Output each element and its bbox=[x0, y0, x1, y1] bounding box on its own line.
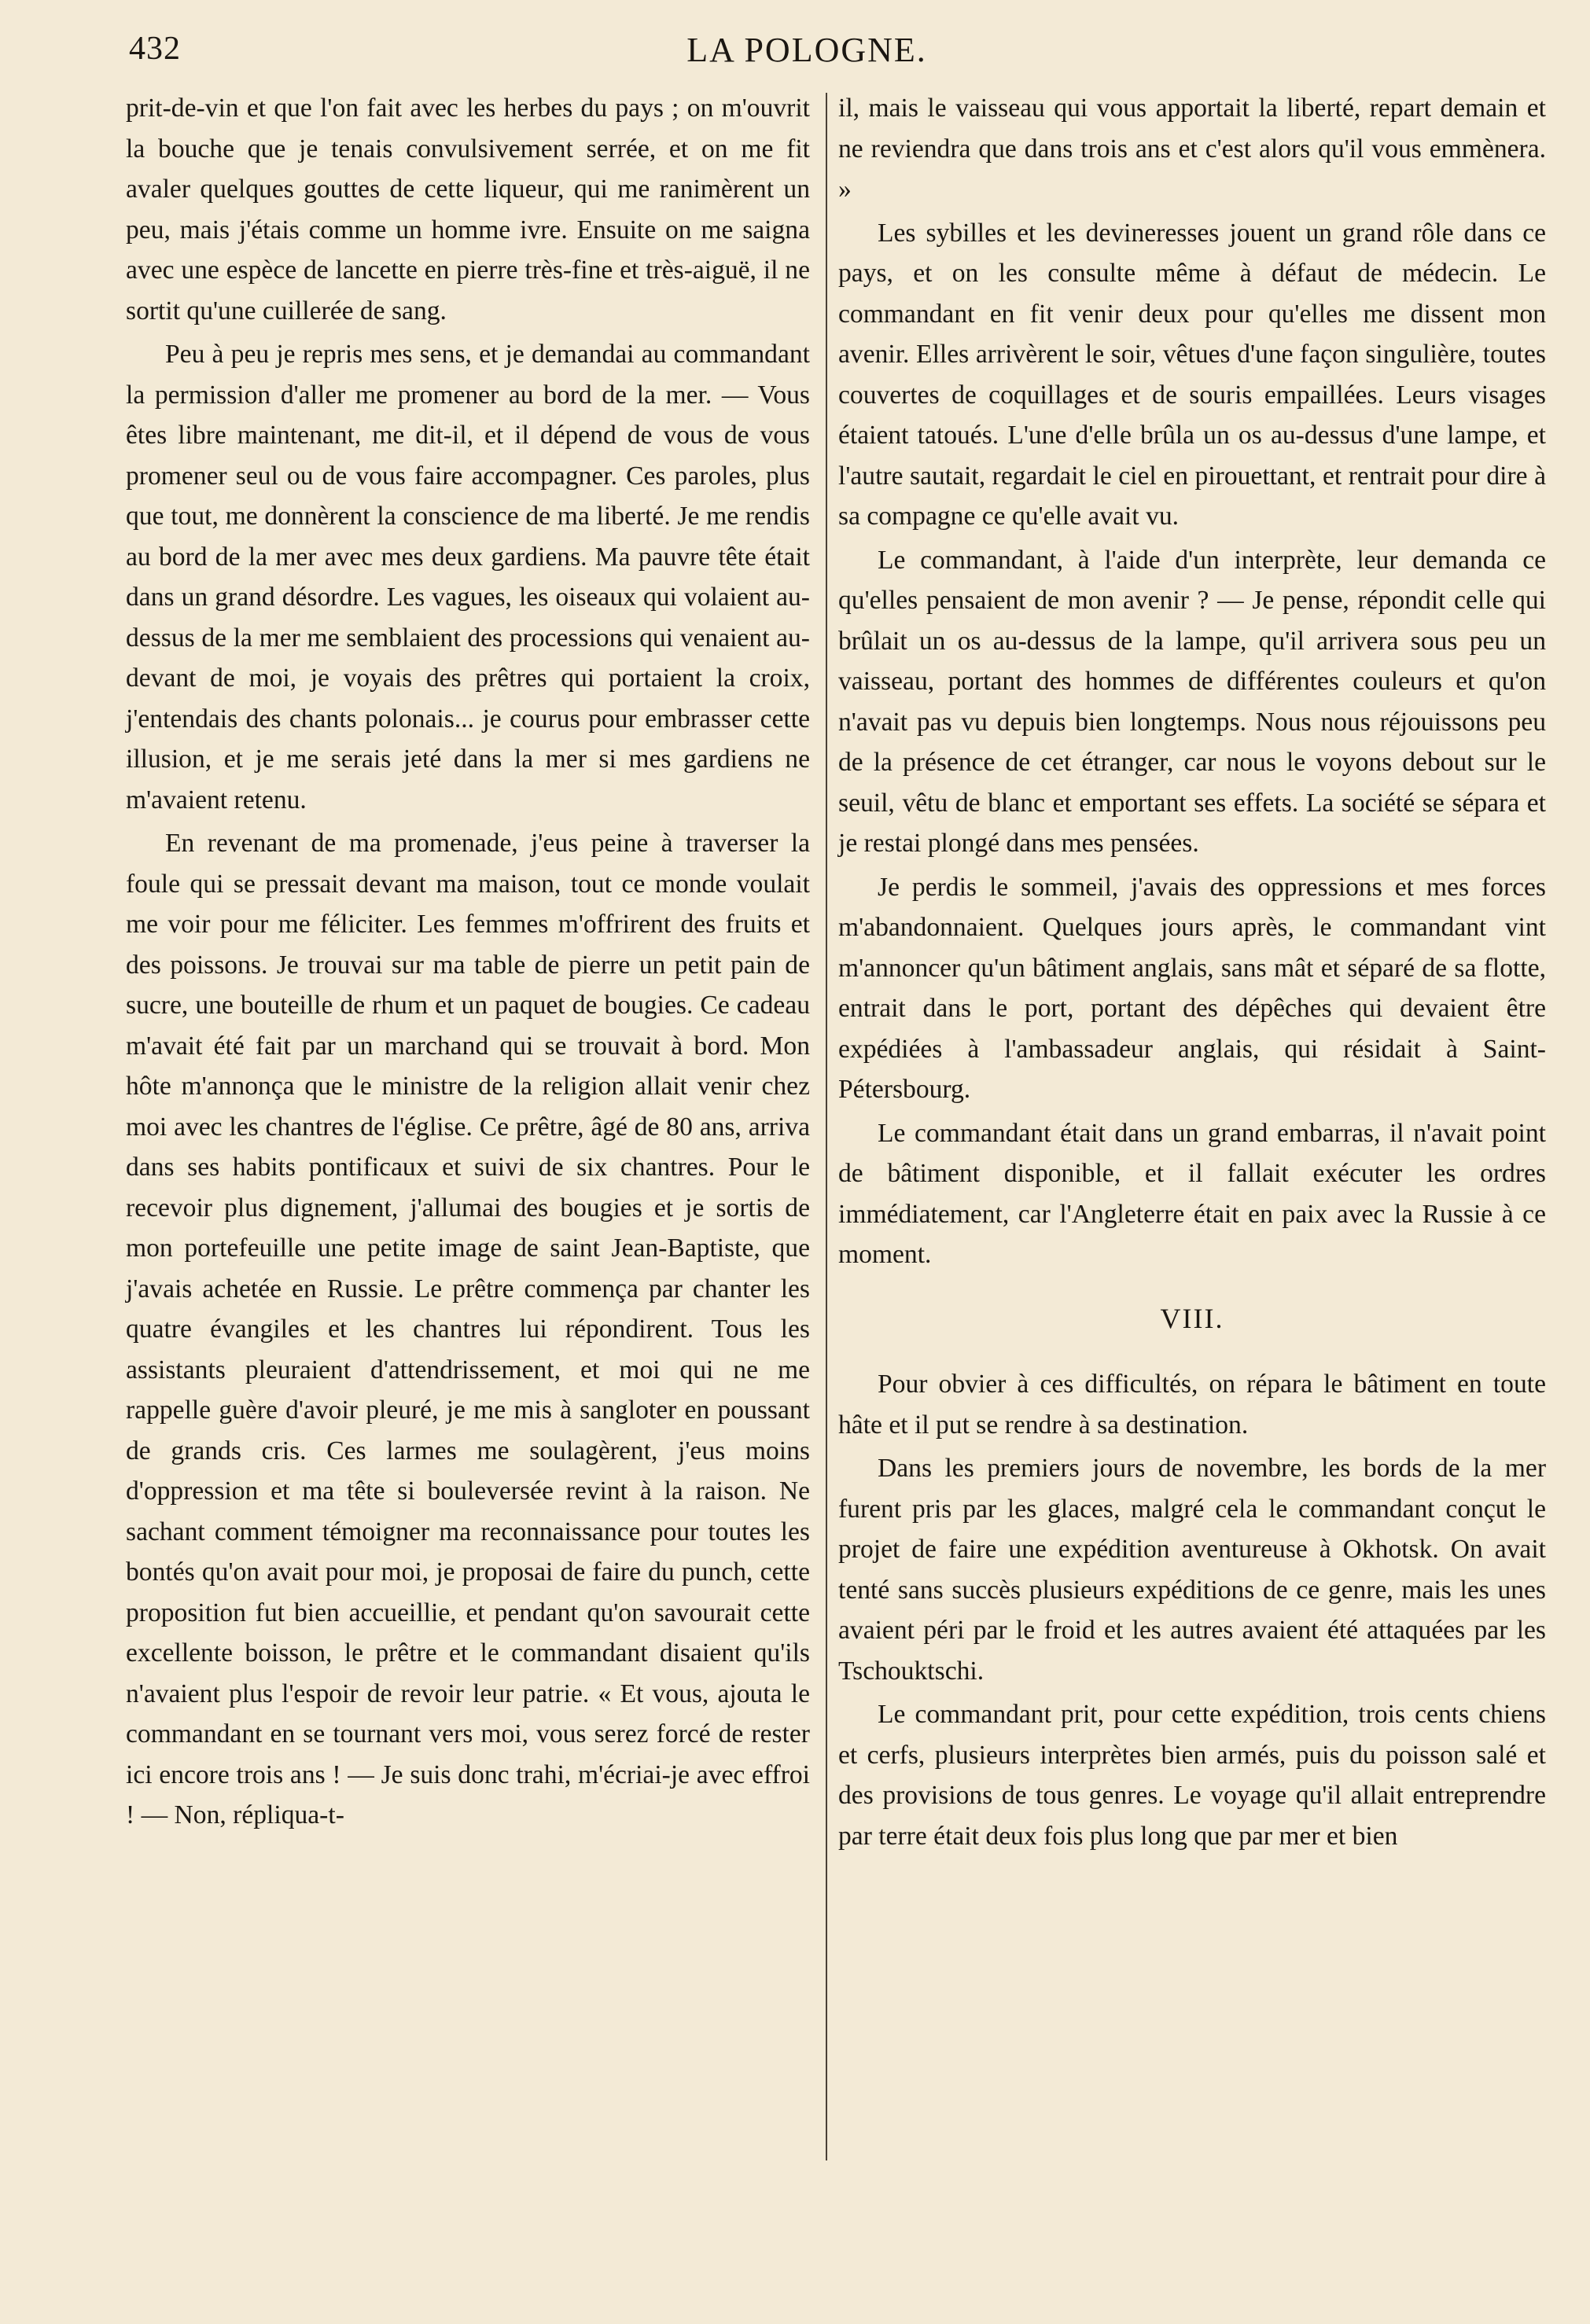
running-title: LA POLOGNE. bbox=[686, 31, 927, 69]
paragraph: En revenant de ma promenade, j'eus peine à traverser la foule qui se pressait devant ma maison, tout ce monde voulait me voir pour me féliciter. Les femmes m'offrirent des fruits et des poissons. Je trouvai sur ma table de pierre un petit pain de sucre, une bouteille de rhum et un paquet de bougies. Ce cadeau m'avait été fait par un marchand qui se trouvait à bord. Mon hôte m'annonça que le ministre de la religion allait venir chez moi avec les chantres de l'église. Ce prêtre, âgé de 80 ans, arriva dans ses habits pontificaux et suivi de six chantres. Pour le recevoir plus dignement, j'allumai des bougies et je sortis de mon portefeuille une petite image de saint Jean-Baptiste, que j'avais achetée en Russie. Le prêtre commença par chanter les quatre évangiles et les chantres lui répondirent. Tous les assistants pleuraient d'attendrissement, et moi qui ne me rappelle guère d'avoir pleuré, je me mis à sangloter en poussant de grands cris. Ces larmes me soulagèrent, j'eus moins d'oppression et ma tête si bouleversée revint à la raison. Ne sachant comment témoigner ma reconnaissance pour toutes les bontés qu'on avait pour moi, je proposai de faire du punch, cette proposition fut bien accueillie, et pendant qu'on savourait cette excellente boisson, le prêtre et le commandant disaient qu'ils n'avaient plus l'espoir de revoir leur patrie. « Et vous, ajouta le commandant en se tournant vers moi, vous serez forcé de rester ici encore trois ans ! — Je suis donc trahi, m'écriai-je avec effroi ! — Non, répliqua-t- bbox=[126, 829, 810, 1829]
paragraph: Peu à peu je repris mes sens, et je demandai au commandant la permission d'aller me promener au bord de la mer. — Vous êtes libre maintenant, me dit-il, et il dépend de vous de vous promener seul ou de vous faire accompagner. Ces paroles, plus que tout, me donnèrent la conscience de ma liberté. Je me rendis au bord de la mer avec mes deux gardiens. Ma pauvre tête était dans un grand désordre. Les vagues, les oiseaux qui volaient au-dessus de la mer me semblaient des processions qui venaient au-devant de moi, je voyais des prêtres qui portaient la croix, j'entendais des chants polonais... je courus pour embrasser cette illusion, et je me serais jeté dans la mer si mes gardiens ne m'avaient retenu. bbox=[126, 340, 810, 815]
section-heading: VIII. bbox=[1160, 1302, 1224, 1334]
paragraph: Dans les premiers jours de novembre, les bords de la mer furent pris par les glaces, malgré cela le commandant conçut le projet de faire une expédition aventureuse à Okhotsk. On avait tenté sans succès plusieurs expéditions de ce genre, mais les unes avaient péri par le froid et les autres avaient été attaquées par les Tschouktschi. bbox=[838, 1454, 1546, 1686]
paragraph: il, mais le vaisseau qui vous apportait la liberté, repart demain et ne reviendra que dans trois ans et c'est alors qu'il vous emmènera. » bbox=[838, 94, 1546, 204]
paragraph: Pour obvier à ces difficultés, on répara le bâtiment en toute hâte et il put se rendre à sa destination. bbox=[838, 1370, 1546, 1440]
paragraph: Le commandant était dans un grand embarras, il n'avait point de bâtiment disponible, et il fallait exécuter les ordres immédiatement, car l'Angleterre était en paix avec la Russie à ce moment. bbox=[838, 1118, 1546, 1269]
left-column bbox=[126, 88, 810, 2164]
paragraph: prit-de-vin et que l'on fait avec les herbes du pays ; on m'ouvrit la bouche que je tenais convulsivement serrée, et on me fit avaler quelques gouttes de cette liqueur, qui me ranimèrent un peu, mais j'étais comme un homme ivre. Ensuite on me saigna avec une espèce de lancette en pierre très-fine et très-aiguë, il ne sortit qu'une cuillerée de sang. bbox=[126, 94, 810, 325]
paragraph: Le commandant prit, pour cette expédition, trois cents chiens et cerfs, plusieurs interprètes bien armés, puis du poisson salé et des provisions de tous genres. Le voyage qu'il allait entreprendre par terre était deux fois plus long que par mer et bien bbox=[838, 1700, 1546, 1851]
paragraph: Je perdis le sommeil, j'avais des oppressions et mes forces m'abandonnaient. Quelques jours après, le commandant vint m'annoncer qu'un bâtiment anglais, sans mât et séparé de sa flotte, entrait dans le port, portant des dépêches qui devaient être expédiées à l'ambassadeur anglais, qui résidait à Saint-Pétersbourg. bbox=[838, 872, 1546, 1104]
paragraph: Le commandant, à l'aide d'un interprète, leur demanda ce qu'elles pensaient de mon avenir ? — Je pense, répondit celle qui brûlait un os au-dessus de la lampe, qu'il arrivera sous peu un vaisseau, portant des hommes de différentes couleurs et qu'on n'avait pas vu depuis bien longtemps. Nous nous réjouissons peu de la présence de cet étranger, car nous le voyons debout sur le seuil, vêtu de blanc et emportant ses effets. La société se sépara et je restai plongé dans mes pensées. bbox=[838, 545, 1546, 858]
page-number: 432 bbox=[129, 31, 181, 67]
column-divider bbox=[826, 93, 827, 2160]
page-header bbox=[118, 22, 1496, 77]
right-column bbox=[838, 88, 1546, 2164]
paragraph: Les sybilles et les devineresses jouent un grand rôle dans ce pays, et on les consulte même à défaut de médecin. Le commandant en fit venir deux pour qu'elles me dissent mon avenir. Elles arrivèrent le soir, vêtues d'une façon singulière, toutes couvertes de coquillages et de souris empaillées. Leurs visages étaient tatoués. L'une d'elle brûla un os au-dessus d'une lampe, et l'autre sautait, regardait le ciel en pirouettant, et rentrait pour dire à sa compagne ce qu'elle avait vu. bbox=[838, 218, 1546, 531]
